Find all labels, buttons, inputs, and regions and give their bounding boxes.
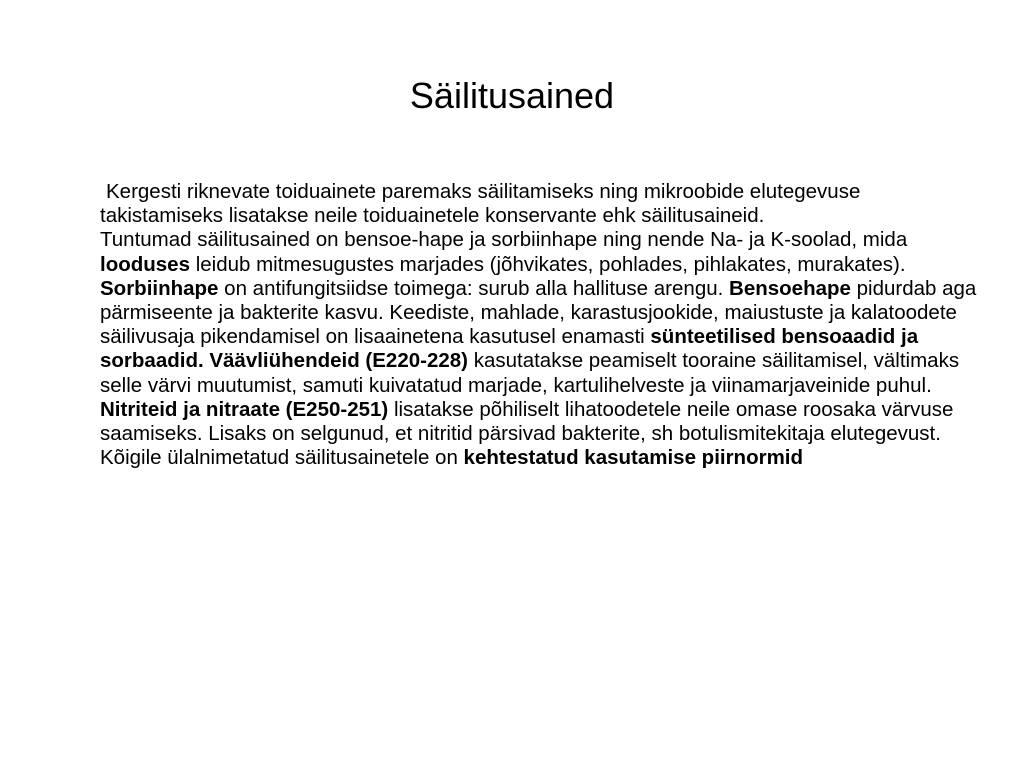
text-segment: Tuntumad säilitusained on bensoe-hape ja sorbiinhape ning nende Na- ja K-soolad, mida (100, 228, 908, 252)
slide-body (100, 180, 980, 470)
text-segment: pidurdab aga pärmiseente ja bakterite kasvu. Keediste, mahlade, karastusjookide, maiustuste ja kalatoodete säilivusaja pikendamisel on lisaainetena kasutusel enamasti (100, 276, 977, 349)
bold-term-limits: kehtestatud kasutamise piirnormid (463, 446, 804, 470)
paragraph-intro: Kergesti riknevate toiduainete paremaks säilitamiseks ning mikroobide elutegevuse takistamiseks lisatakse neile toiduainetele konservante ehk säilitusaineid. (100, 180, 861, 228)
text-segment: lisatakse põhiliselt lihatoodetele neile omase roosaka värvuse saamiseks. Lisaks on selgunud, et nitritid pärsivad bakterite, sh botulismitekitaja elutegevust. Kõigile ülalnimetatud säilitusainetele on (100, 397, 954, 470)
bold-term-looduses: looduses (100, 252, 190, 276)
bold-term-synthetic: sünteetilised bensoaadid ja sorbaadid. Väävliühendeid (E220-228) (100, 325, 919, 373)
bold-term-nitrites: Nitriteid ja nitraate (E250-251) (100, 397, 389, 421)
bold-term-sorbiinhape: Sorbiinhape (100, 276, 219, 300)
slide-title: Säilitusained (409, 75, 615, 116)
text-segment: on antifungitsiidse toimega: surub alla hallituse arengu. (218, 276, 730, 300)
text-segment: leidub mitmesugustes marjades (jõhvikates, pohlades, pihlakates, murakates). (190, 252, 906, 276)
bold-term-bensoehape: Bensoehape (729, 276, 851, 300)
text-segment: kasutatakse peamiselt tooraine säilitamisel, vältimaks selle värvi muutumist, samuti kuivatatud marjade, kartulihelveste ja viinamarjaveinide puhul. (100, 349, 960, 397)
